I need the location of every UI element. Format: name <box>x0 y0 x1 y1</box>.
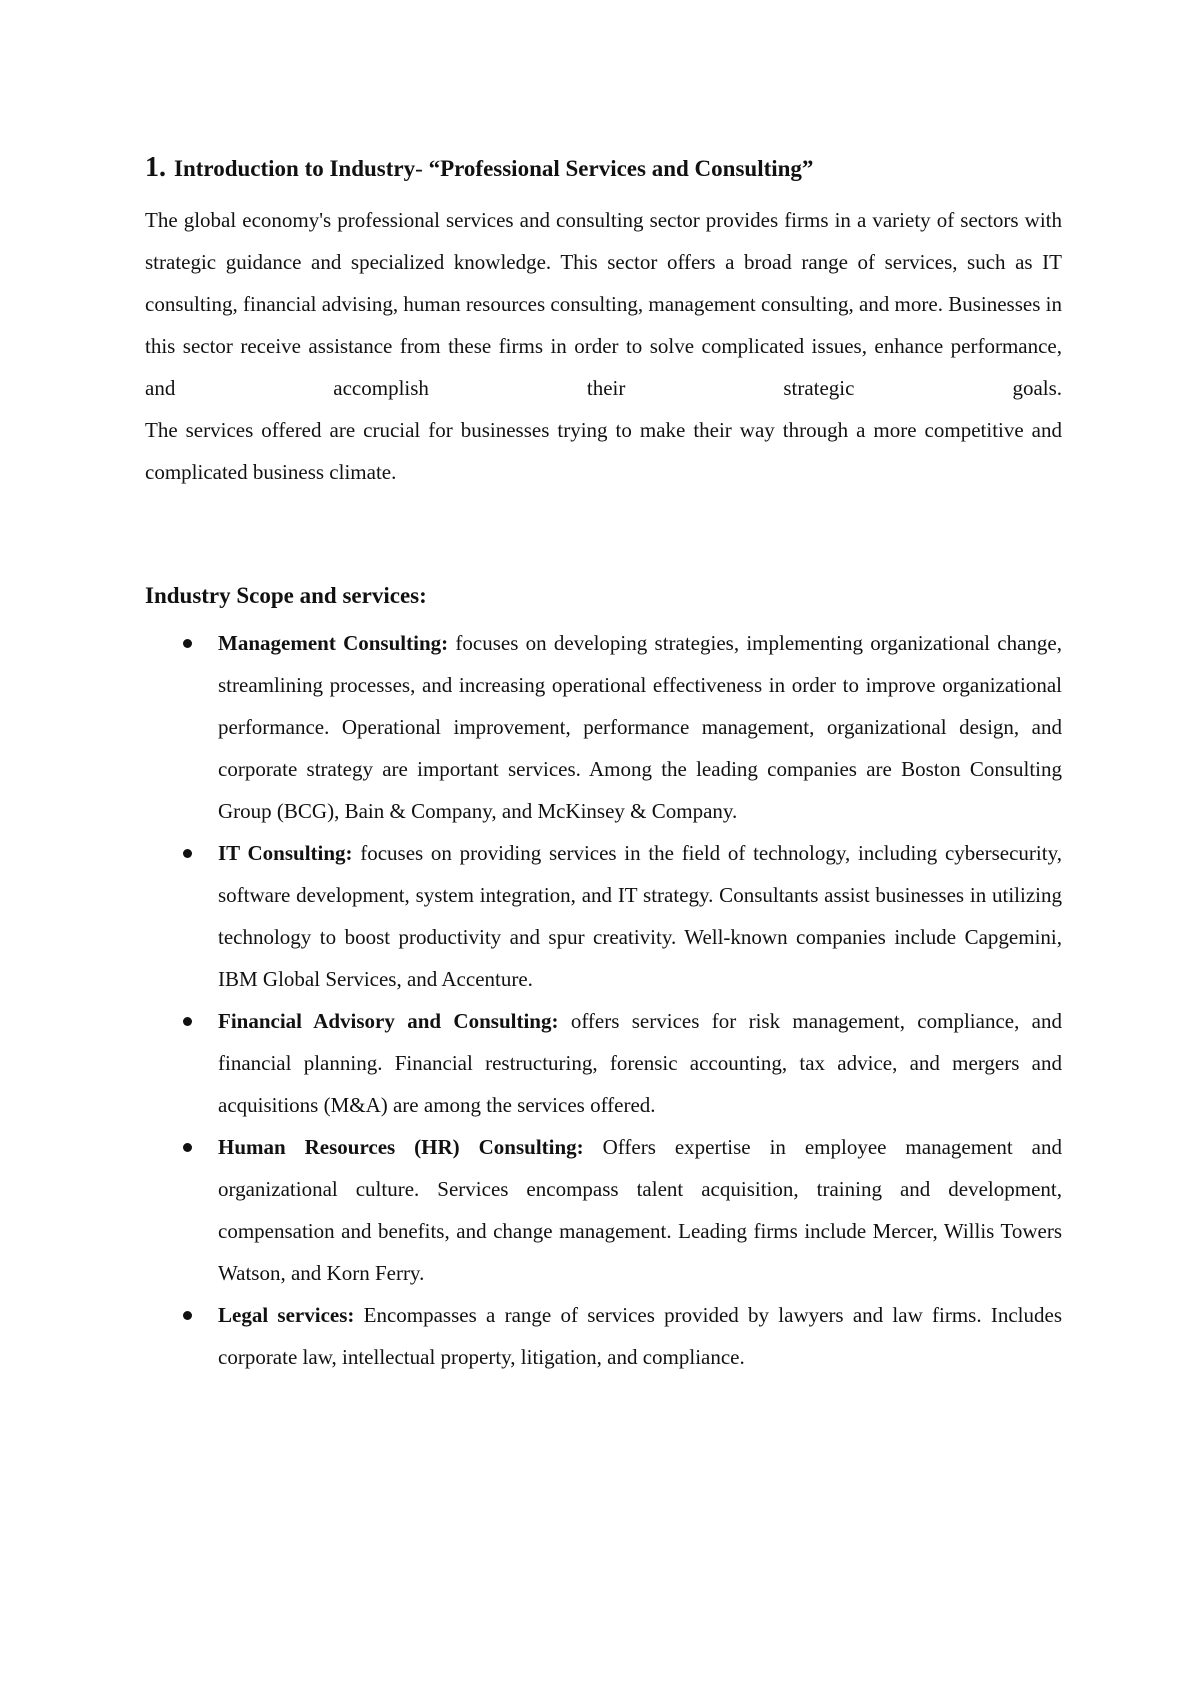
service-description: Offers expertise in employee management and organizational culture. Services encompass talent acquisition, training and development, compensation and benefits, and change management. Leading firms include Mercer, Willis Towers Watson, and Korn Ferry. <box>218 1135 1062 1285</box>
heading-subtitle: “Professional Services and Consulting” <box>428 156 814 181</box>
intro-paragraph-1-main: The global economy's professional services and consulting sector provides firms in a variety of sectors with strategic guidance and specialized knowledge. This sector offers a broad range of services, such as IT consulting, financial advising, human resources consulting, management consulting, and more. Businesses in this sector receive assistance from these firms in order to solve complicated issues, enhance performance, and accomplish their <box>145 208 1062 400</box>
bullet-icon <box>183 639 192 648</box>
heading-title: Introduction to Industry <box>174 156 416 181</box>
service-term: Legal services: <box>218 1303 355 1327</box>
list-item <box>145 622 1062 832</box>
service-description: focuses on developing strategies, implementing organizational change, streamlining processes, and increasing operational effectiveness in order to improve organizational performance. Operational improvement, performance management, organizational design, and corporate strategy are important services. Among the leading companies are Boston Consulting Group (BCG), Bain & Company, and McKinsey & Company. <box>218 631 1062 823</box>
service-term: IT Consulting: <box>218 841 353 865</box>
intro-paragraph-1-end-left: strategic <box>783 376 855 400</box>
service-term: Management Consulting: <box>218 631 449 655</box>
bullet-icon <box>183 1017 192 1026</box>
service-term: Human Resources (HR) Consulting: <box>218 1135 584 1159</box>
services-list <box>145 622 1062 1378</box>
bullet-icon <box>183 1143 192 1152</box>
heading-dash: - <box>415 156 423 181</box>
intro-paragraph-1-end-right: goals. <box>1012 376 1063 400</box>
section-heading <box>145 150 1075 187</box>
bullet-icon <box>183 1311 192 1320</box>
intro-text <box>145 199 1062 493</box>
bullet-icon <box>183 849 192 858</box>
section-number: 1. <box>145 152 166 183</box>
list-item <box>145 1126 1062 1294</box>
list-item <box>145 1000 1062 1126</box>
list-item <box>145 1294 1062 1378</box>
service-description: focuses on providing services in the field of technology, including cybersecurity, software development, system integration, and IT strategy. Consultants assist businesses in utilizing technology to boost productivity and spur creativity. Well-known companies include Capgemini, IBM Global Services, and Accenture. <box>218 841 1062 991</box>
list-item <box>145 832 1062 1000</box>
service-term: Financial Advisory and Consulting: <box>218 1009 559 1033</box>
intro-paragraph-1 <box>145 199 1062 409</box>
scope-title: Industry Scope and services: <box>145 583 427 608</box>
service-description: Encompasses a range of services provided by lawyers and law firms. Includes corporate law, intellectual property, litigation, and compliance. <box>218 1303 1062 1369</box>
service-description: offers services for risk management, compliance, and financial planning. Financial restructuring, forensic accounting, tax advice, and mergers and acquisitions (M&A) are among the services offered. <box>218 1009 1063 1117</box>
intro-paragraph-2: The services offered are crucial for businesses trying to make their way through a more competitive and complicated business climate. <box>145 418 1062 484</box>
